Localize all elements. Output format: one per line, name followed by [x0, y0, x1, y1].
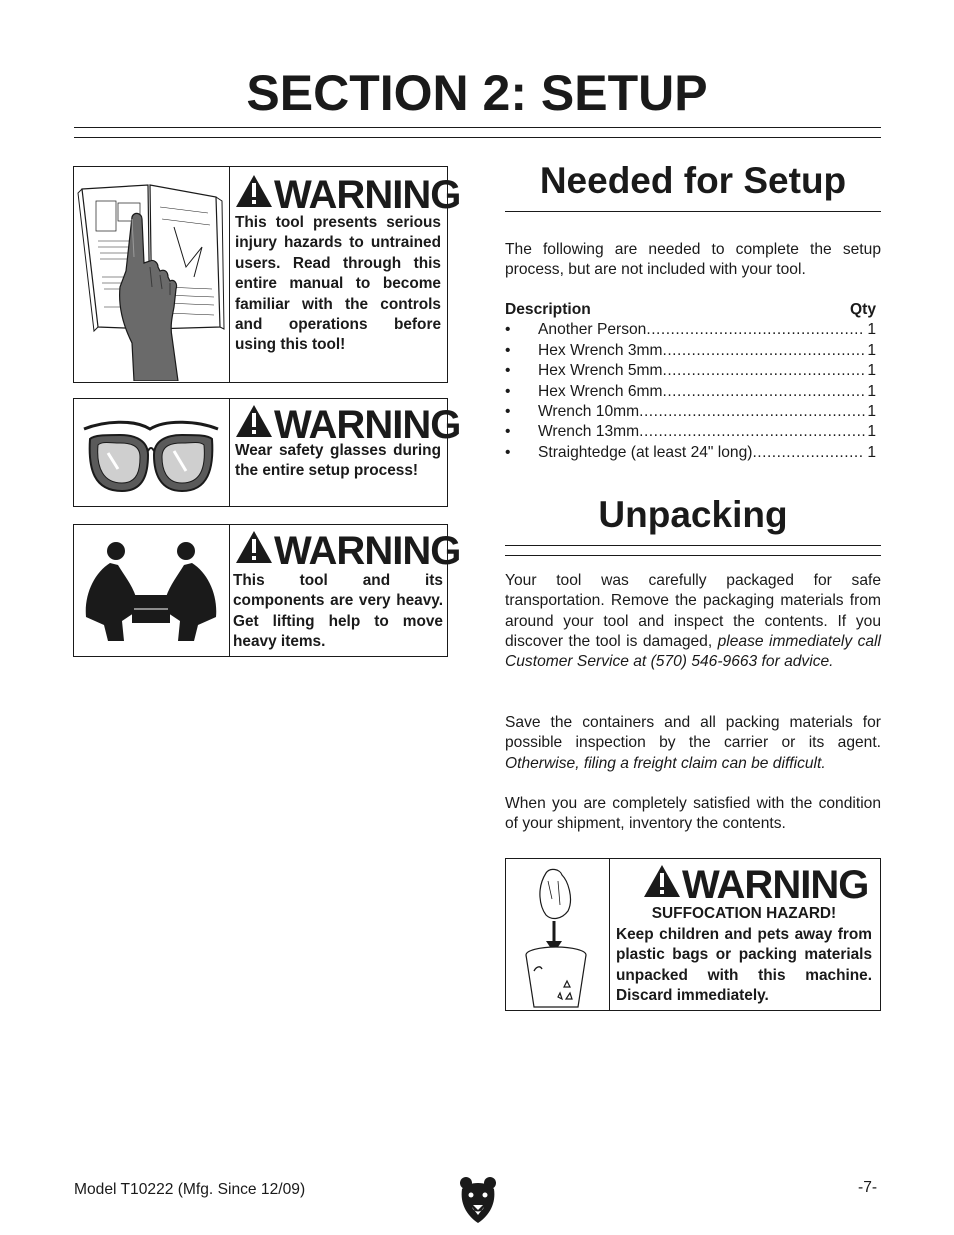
warning-box-heavy	[73, 524, 461, 657]
column-description: Description	[505, 301, 591, 318]
item-qty: 1	[867, 402, 876, 420]
needed-for-setup-heading: Needed for Setup	[539, 160, 847, 201]
dot-leader	[663, 341, 866, 361]
warning-header: WARNING	[235, 529, 460, 573]
safety-glasses-illustration	[74, 399, 230, 506]
dot-leader	[646, 320, 865, 340]
two-person-lift-illustration	[74, 525, 230, 656]
dot-leader	[639, 422, 865, 442]
list-item	[505, 382, 876, 402]
item-name: Wrench 10mm	[538, 402, 640, 420]
unpacking-paragraph-1: Your tool was carefully packaged for safe transportation. Remove the packaging materials from around your tool and inspect the contents. If you discover the tool is damaged, please immediately call Customer Service at (570) 546-9663 for advice.	[505, 572, 881, 671]
trash-bin-illustration	[506, 859, 610, 1010]
bullet: •	[505, 423, 511, 441]
unpacking-heading: Unpacking	[598, 494, 788, 535]
dot-leader	[639, 402, 865, 422]
table-header	[505, 300, 876, 320]
bear-logo-icon	[458, 1175, 498, 1230]
unpacking-heading-rule-bottom	[505, 555, 881, 556]
list-item	[505, 320, 876, 340]
list-item	[505, 402, 876, 422]
item-name: Hex Wrench 5mm	[538, 362, 663, 380]
item-qty: 1	[867, 362, 876, 380]
warning-header: WARNING	[235, 173, 460, 217]
title-rule-top	[74, 127, 881, 128]
dot-leader	[752, 443, 865, 463]
item-name: Wrench 13mm	[538, 423, 640, 441]
dot-leader	[663, 361, 866, 381]
needed-intro: The following are needed to complete the setup process, but are not included with your tool.	[505, 241, 881, 279]
item-qty: 1	[867, 382, 876, 400]
bullet: •	[505, 321, 511, 339]
list-item	[505, 361, 876, 381]
section-title: SECTION 2: SETUP	[246, 65, 708, 121]
warning-header: WARNING	[643, 863, 868, 907]
warning-text-suffocation: Keep children and pets away from plastic bags or packing materials unpacked with this machine. Discard immediately.	[616, 926, 872, 1005]
needed-items-table	[505, 300, 876, 463]
footer-model: Model T10222 (Mfg. Since 12/09)	[74, 1181, 306, 1198]
item-name: Another Person	[538, 321, 647, 339]
list-item	[505, 422, 876, 442]
unpacking-paragraph-3: When you are completely satisfied with the condition of your shipment, inventory the contents.	[505, 795, 881, 833]
item-qty: 1	[867, 341, 876, 359]
warning-header: WARNING	[235, 403, 460, 447]
needed-heading-rule	[505, 211, 881, 212]
list-item	[505, 341, 876, 361]
dot-leader	[663, 382, 866, 402]
warning-text-heavy: This tool and its components are very heavy. Get lifting help to move heavy items.	[233, 572, 443, 651]
bullet: •	[505, 362, 511, 380]
item-name: Straightedge (at least 24" long)	[538, 443, 753, 461]
warning-text-manual: This tool presents serious injury hazards to untrained users. Read through this entire manual to become familiar with the controls and operations before using this tool!	[235, 214, 441, 354]
unpacking-heading-rule-top	[505, 545, 881, 546]
bullet: •	[505, 402, 511, 420]
manual-reading-illustration	[74, 167, 230, 382]
warning-triangle-icon	[643, 863, 681, 908]
bullet: •	[505, 341, 511, 359]
bullet: •	[505, 382, 511, 400]
suffocation-title: SUFFOCATION HAZARD!	[651, 905, 837, 922]
column-qty: Qty	[850, 301, 876, 318]
item-name: Hex Wrench 3mm	[538, 341, 663, 359]
warning-box-manual	[73, 166, 461, 383]
unpacking-paragraph-2: Save the containers and all packing materials for possible inspection by the carrier or its agent. Otherwise, filing a freight claim can be difficult.	[505, 714, 881, 772]
item-qty: 1	[867, 423, 876, 441]
needed-items-list	[505, 320, 876, 463]
item-qty: 1	[867, 443, 876, 461]
item-qty: 1	[867, 321, 876, 339]
warning-triangle-icon	[235, 529, 273, 574]
warning-triangle-icon	[235, 173, 273, 218]
bullet: •	[505, 443, 511, 461]
item-name: Hex Wrench 6mm	[538, 382, 663, 400]
list-item	[505, 443, 876, 463]
warning-box-suffocation	[505, 858, 881, 1011]
page-number: -7-	[858, 1179, 878, 1196]
warning-text-glasses: Wear safety glasses during the entire setup process!	[235, 442, 441, 480]
title-rule-bottom	[74, 137, 881, 138]
warning-box-glasses	[73, 398, 461, 507]
